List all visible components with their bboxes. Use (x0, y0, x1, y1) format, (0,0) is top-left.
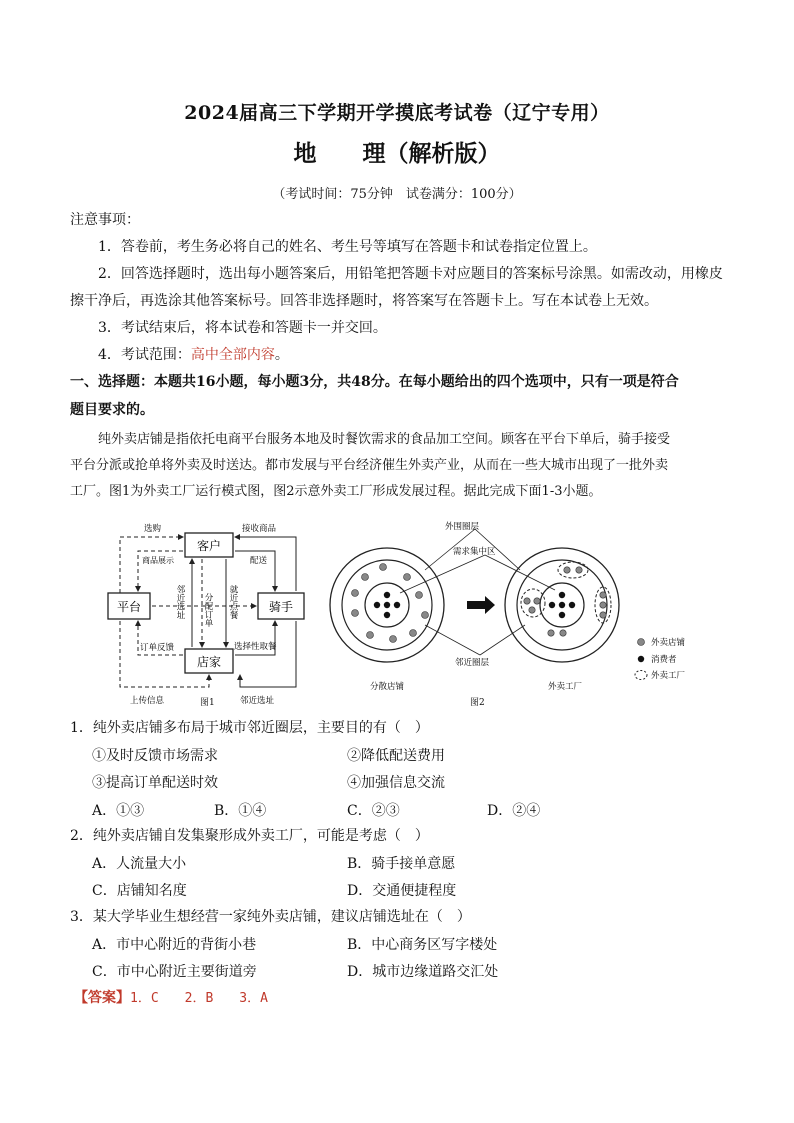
legend-consumer: 消费者 (651, 655, 677, 665)
display-label: 商品展示 (142, 556, 174, 565)
exam-title: 2024届高三下学期开学摸底考试卷（辽宁专用） (184, 102, 610, 124)
q2-option-a: A．人流量大小 (92, 856, 187, 872)
note-item: 2．回答选择题时，选出每小题答案后，用铅笔把答题卡对应题目的答案标号涂黑。如需改动，用橡皮 (98, 266, 723, 282)
q1-statement: ①及时反馈市场需求 (92, 748, 218, 764)
note-item-scope (98, 345, 289, 365)
q3-option-d: D．城市边缘道路交汇处 (347, 964, 499, 980)
notes-heading: 注意事项： (70, 212, 140, 228)
platform-label: 平台 (116, 600, 142, 614)
q3-option-b: B．中心商务区写字楼处 (347, 937, 498, 953)
q3-option-a: A．市中心附近的背街小巷 (92, 937, 257, 953)
near-layer-label: 邻近圈层 (455, 658, 490, 668)
section-heading-cont: 题目要求的。 (70, 402, 154, 418)
q1-option-d: D．②④ (487, 803, 541, 819)
nearby-addr-vertical: 邻近选址 (175, 585, 185, 619)
section-heading: 一、选择题：本题共16小题，每小题3分，共48分。在每小题给出的四个选项中，只有一项是符合 (70, 374, 679, 390)
q2-option-b: B．骑手接单意愿 (347, 856, 456, 872)
subject-title: 地 理（解析版） (293, 140, 501, 167)
select-label: 选购 (144, 524, 162, 534)
receive-label: 接收商品 (242, 524, 277, 534)
q1-option-a: A．①③ (92, 803, 145, 819)
deliver-label: 配送 (250, 556, 268, 566)
note-item: 3．考试结束后，将本试卷和答题卡一并交回。 (98, 320, 387, 336)
figure-1-caption: 图1 (200, 698, 215, 708)
upload-label: 上传信息 (130, 696, 165, 706)
question-3-stem: 3．某大学毕业生想经营一家纯外卖店铺，建议店铺选址在（ ） (70, 909, 471, 925)
note-item: 1．答卷前，考生务必将自己的姓名、考生号等填写在答题卡和试卷指定位置上。 (98, 239, 597, 255)
pickup-label: 选择性取餐 (234, 642, 277, 652)
question-1-stem: 1．纯外卖店铺多布局于城市邻近圈层，主要目的有（ ） (70, 720, 429, 736)
figure-1-diagram (100, 515, 325, 710)
passage-line: 平台分派或抢单将外卖及时送达。都市发展与平台经济催生外卖产业，从而在一些大城市出现了一批外卖 (70, 458, 669, 473)
rider-label: 骑手 (268, 600, 294, 614)
q1-statement: ②降低配送费用 (347, 748, 445, 764)
passage-line: 纯外卖店铺是指依托电商平台服务本地及时餐饮需求的食品加工空间。顾客在平台下单后，骑手接受 (98, 432, 671, 447)
figure-2-diagram (325, 515, 705, 695)
legend-factory: 外卖工厂 (651, 671, 686, 681)
note-item: 擦干净后，再选涂其他答案标号。回答非选择题时，将答案写在答题卡上。写在本试卷上无效。 (70, 293, 658, 309)
nearby-meal-vertical: 就近点餐 (228, 585, 238, 619)
question-2-stem: 2．纯外卖店铺自发集聚形成外卖工厂，可能是考虑（ ） (70, 828, 429, 844)
answer-tag: 【答案】 (74, 990, 130, 1006)
q1-option-b: B．①④ (214, 803, 267, 819)
demand-zone-label: 需求集中区 (453, 547, 496, 557)
q2-option-c: C．店铺知名度 (92, 883, 187, 899)
answer-values: 1．C 2．B 3．A (130, 991, 268, 1006)
q1-statement: ③提高订单配送时效 (92, 775, 218, 791)
answer-line (74, 988, 268, 1009)
q3-option-c: C．市中心附近主要街道旁 (92, 964, 257, 980)
q2-option-d: D．交通便捷程度 (347, 883, 457, 899)
figure-2-caption: 图2 (470, 698, 485, 708)
factory-label: 外卖工厂 (547, 682, 583, 692)
exam-info: （考试时间：75分钟 试卷满分：100分） (272, 187, 522, 202)
feedback-label: 订单反馈 (140, 643, 175, 653)
nearby-addr-label: 邻近选址 (240, 696, 275, 706)
store-label: 店家 (196, 655, 222, 669)
scatter-label: 分散店铺 (369, 682, 405, 692)
scope-suffix: 。 (274, 347, 289, 363)
customer-label: 客户 (196, 539, 222, 553)
legend-store: 外卖店铺 (651, 638, 686, 648)
q1-option-c: C．②③ (347, 803, 400, 819)
q1-statement: ④加强信息交流 (347, 775, 445, 791)
scope-prefix: 4．考试范围： (98, 347, 191, 363)
scope-value: 高中全部内容 (190, 347, 275, 363)
assign-order-vertical: 分配订单 (203, 593, 213, 627)
passage-line: 工厂。图1为外卖工厂运行模式图，图2示意外卖工厂形成发展过程。据此完成下面1-3小题。 (70, 484, 602, 499)
outer-layer-label: 外围圈层 (445, 522, 480, 532)
